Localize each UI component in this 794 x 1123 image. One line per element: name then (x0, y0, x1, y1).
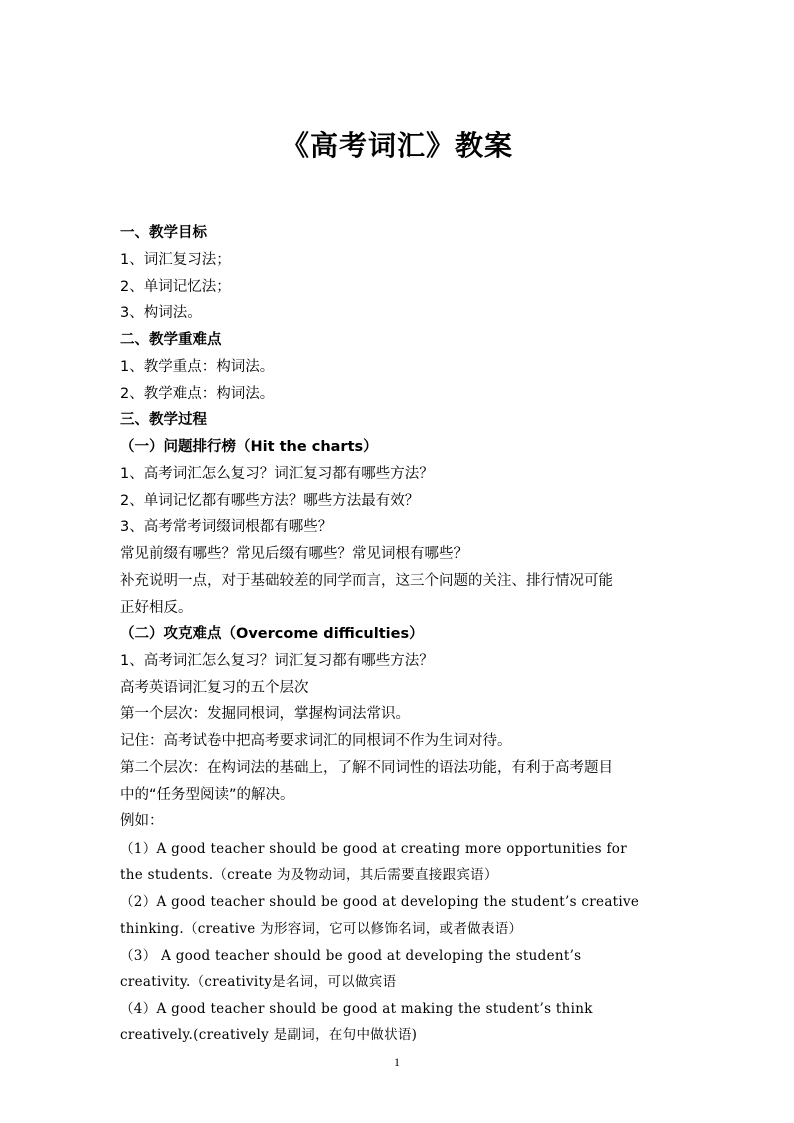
body-text: 中的“任务型阅读”的解决。 (120, 787, 295, 803)
subsection-heading-hit-charts: （一）问题排行榜（Hit the charts） (120, 439, 378, 455)
example-sentence: creativity.（creativity是名词，可以做宾语 (120, 974, 397, 990)
section-heading-process: 三、教学过程 (120, 412, 207, 428)
body-text: 补充说明一点，对于基础较差的同学而言，这三个问题的关注、排行情况可能 (120, 573, 613, 589)
page-number: 1 (394, 1055, 400, 1069)
question-item: 2、单词记忆都有哪些方法？哪些方法最有效？ (120, 493, 420, 509)
question-item: 1、高考词汇怎么复习？词汇复习都有哪些方法？ (120, 466, 434, 482)
example-sentence: （2）A good teacher should be good at developing the student’s creative (120, 894, 640, 910)
example-sentence: the students.（create 为及物动词，其后需要直接跟宾语） (120, 867, 498, 883)
objective-item: 1、词汇复习法； (120, 252, 231, 268)
example-sentence: （4）A good teacher should be good at making the student’s think (120, 1001, 593, 1017)
document-title: 《高考词汇》教案 (280, 129, 513, 162)
key-point-item: 1、教学重点：构词法。 (120, 359, 275, 375)
example-sentence: creatively.(creatively 是副词，在句中做状语) (120, 1027, 418, 1043)
example-sentence: （3） A good teacher should be good at developing the student’s (120, 948, 582, 964)
key-point-item: 2、教学难点：构词法。 (120, 386, 275, 402)
example-sentence: （1）A good teacher should be good at creating more opportunities for (120, 841, 627, 857)
body-text: 例如： (120, 813, 164, 829)
subsection-heading-difficulties: （二）攻克难点（Overcome difficulties） (120, 626, 424, 642)
body-text: 记住：高考试卷中把高考要求词汇的同根词不作为生词对待。 (120, 733, 512, 749)
body-text: 第一个层次：发掘同根词，掌握构词法常识。 (120, 706, 410, 722)
section-heading-objectives: 一、教学目标 (120, 225, 207, 241)
body-text: 第二个层次：在构词法的基础上，了解不同词性的语法功能，有利于高考题目 (120, 760, 613, 776)
question-item: 3、高考常考词缀词根都有哪些？ (120, 519, 333, 535)
body-text: 常见前缀有哪些？常见后缀有哪些？常见词根有哪些？ (120, 546, 468, 562)
question-item: 1、高考词汇怎么复习？词汇复习都有哪些方法？ (120, 653, 434, 669)
objective-item: 3、构词法。 (120, 305, 202, 321)
section-heading-key-points: 二、教学重难点 (120, 332, 222, 348)
objective-item: 2、单词记忆法； (120, 279, 231, 295)
body-text: 正好相反。 (120, 600, 193, 616)
body-text: 高考英语词汇复习的五个层次 (120, 680, 309, 696)
example-sentence: thinking.（creative 为形容词，它可以修饰名词，或者做表语） (120, 921, 523, 937)
